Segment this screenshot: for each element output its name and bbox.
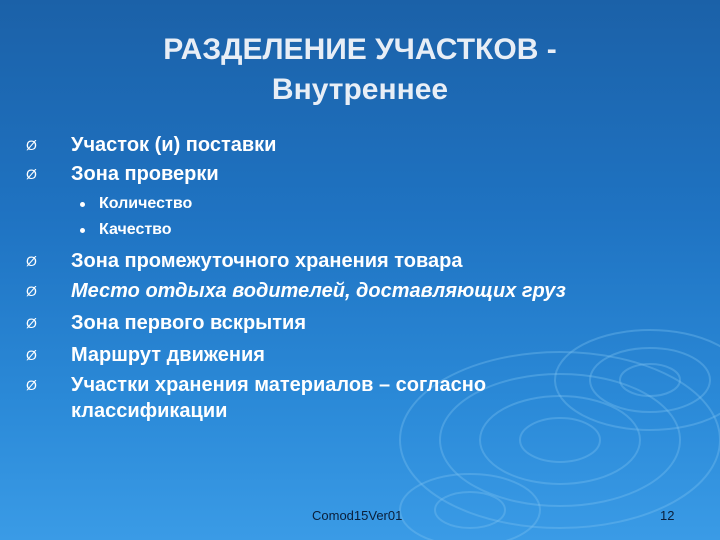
bullet-item [26,248,462,274]
footer-text: Comod15Ver01 [312,508,403,523]
bullet-item [26,278,566,304]
bullet-item [26,310,306,336]
bullet-text: Участки хранения материалов – согласно классификации [71,374,487,422]
sub-bullet-text: Количество [99,195,193,212]
bullet-text: Зона проверки [71,163,219,185]
page-number: 12 [660,508,675,523]
arrow-bullet-icon: Ø [26,137,37,153]
bullet-item [26,132,276,158]
sub-bullet-item [80,219,172,241]
bullet-text: Маршрут движения [71,344,265,366]
arrow-bullet-icon: Ø [26,377,37,393]
arrow-bullet-icon: Ø [26,315,37,331]
title-line-1: РАЗДЕЛЕНИЕ УЧАСТКОВ - [163,33,557,66]
bullet-text: Участок (и) поставки [71,134,277,156]
arrow-bullet-icon: Ø [26,166,37,182]
arrow-bullet-icon: Ø [26,347,37,363]
arrow-bullet-icon: Ø [26,253,37,269]
dot-bullet-icon [80,202,85,207]
sub-bullet-text: Качество [99,221,172,238]
sub-bullet-item [80,193,192,215]
slide-title [40,30,680,110]
bullet-text: Зона первого вскрытия [71,312,306,334]
bullet-item [26,372,631,424]
arrow-bullet-icon: Ø [26,283,37,299]
title-line-2: Внутреннее [271,73,449,106]
bullet-item [26,161,219,187]
dot-bullet-icon [80,228,85,233]
bullet-item [26,342,265,368]
bullet-text: Зона промежуточного хранения товара [71,250,463,272]
bullet-text: Место отдыха водителей, доставляющих груз [71,280,566,302]
